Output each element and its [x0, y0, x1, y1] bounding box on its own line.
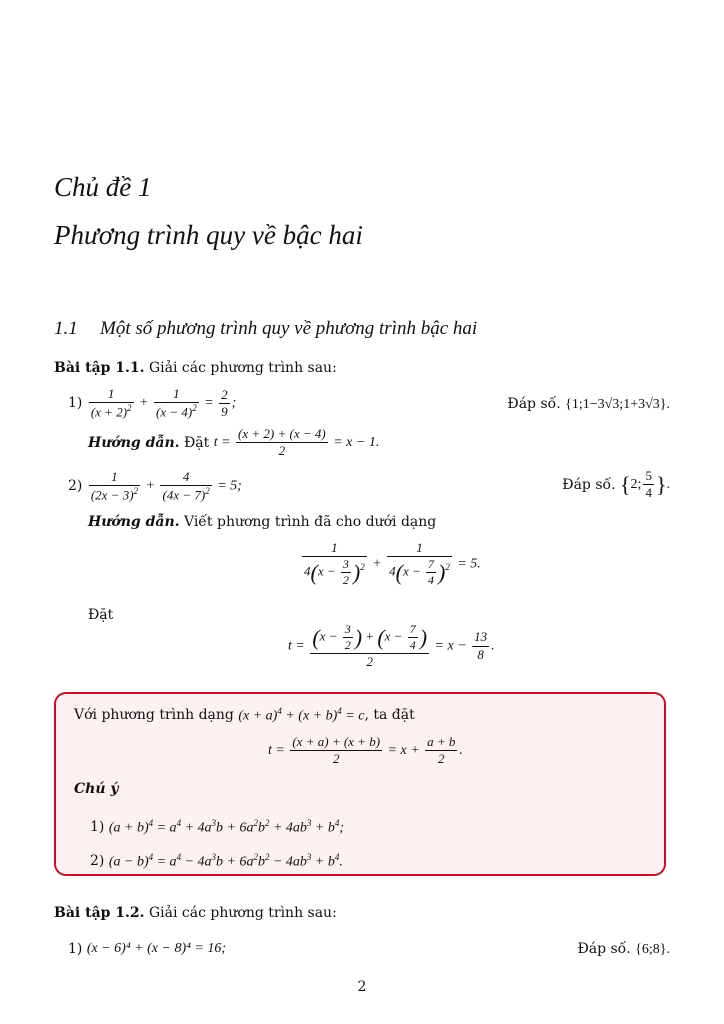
problem-number: 1)	[68, 395, 83, 412]
hint-label: Hướng dẫn.	[88, 514, 180, 530]
box-intro	[74, 706, 415, 725]
box-intro-text: Với phương trình dạng	[74, 707, 234, 724]
equation-2: $\frac{1}{(2x - 3)^2}$ + $\frac{4}{(4x - 7)^2}$ = 5;	[90, 469, 242, 503]
note-title: Chú ý	[74, 781, 119, 797]
identity-1: 1) $(a + b)^4 = a^4 + 4a^3b + 6a^2b^2 + 4ab^3 + b^4$;	[90, 818, 345, 836]
box-equation: $(x + a)^4 + (x + b)^4 = c$	[238, 706, 365, 724]
exercise-label: Bài tập 1.2.	[54, 905, 145, 921]
note-box	[54, 692, 666, 876]
chapter-title: Phương trình quy về bậc hai	[54, 220, 363, 250]
chapter-label: Chủ đề 1	[54, 172, 152, 202]
hint-1	[88, 426, 379, 460]
problem-number: 2)	[68, 478, 83, 495]
answer-label: Đáp số.	[577, 941, 631, 957]
section-heading	[54, 318, 477, 340]
answer-value: {6;8}.	[635, 942, 670, 957]
problem-2-1	[68, 941, 226, 957]
hint-2	[88, 514, 436, 530]
identity-number: 1)	[90, 819, 105, 836]
hint-label: Hướng dẫn.	[88, 434, 180, 451]
problem-number: 1)	[68, 941, 83, 957]
answer-1	[507, 396, 670, 413]
equation: (x − 6)⁴ + (x − 8)⁴ = 16;	[86, 941, 227, 956]
substitution-formula: t = (x − $\frac{3}{2}$ ) + (x − $\frac{7}{4}$ ) 2 = x − $\frac{13}{8}$ .	[288, 622, 495, 669]
problem-2	[68, 469, 242, 504]
exercise-text: Giải các phương trình sau:	[148, 360, 337, 376]
answer-value: {2; $\frac{5}{4}$ }.	[619, 468, 670, 501]
hint-text: Đặt	[183, 434, 210, 451]
page-number: 2	[357, 979, 367, 995]
rewritten-equation: 1 4(x − $\frac{3}{2}$ )$^2$ + 1 4(x − $\frac{7}{4}$ )$^2$ = 5.	[304, 540, 481, 588]
identity-2: 2) $(a - b)^4 = a^4 - 4a^3b + 6a^2b^2 - 4ab^3 + b^4$.	[90, 852, 343, 870]
exercise-1-2	[54, 906, 337, 920]
answer-value: {1;1−3√3;1+3√3}.	[565, 397, 670, 412]
section-title: Một số phương trình quy về phương trình bậc hai	[100, 318, 478, 339]
identity-number: 2)	[90, 853, 105, 870]
answer-2	[562, 468, 670, 502]
hint-text: Viết phương trình đã cho dưới dạng	[183, 514, 437, 530]
problem-1	[68, 386, 236, 421]
answer-label: Đáp số.	[507, 396, 561, 412]
box-intro-end: , ta đặt	[364, 707, 415, 724]
exercise-1-1	[54, 361, 337, 375]
set-label: Đặt	[88, 607, 114, 623]
equation-1: $\frac{1}{(x + 2)^2}$ + $\frac{1}{(x - 4)^2}$ = $\frac{2}{9}$ ;	[90, 386, 237, 420]
answer-label: Đáp số.	[562, 476, 616, 493]
exercise-label: Bài tập 1.1.	[54, 360, 145, 376]
exercise-text: Giải các phương trình sau:	[148, 905, 337, 921]
section-number: 1.1	[54, 318, 78, 339]
answer-2-1	[577, 941, 670, 958]
box-formula: t = $\frac{(x + a) + (x + b)}{2}$ = x + $\frac{a + b}{2}$ .	[268, 734, 463, 767]
hint-formula: t = $\frac{(x + 2) + (x - 4)}{2}$ = x − 1.	[213, 426, 380, 459]
